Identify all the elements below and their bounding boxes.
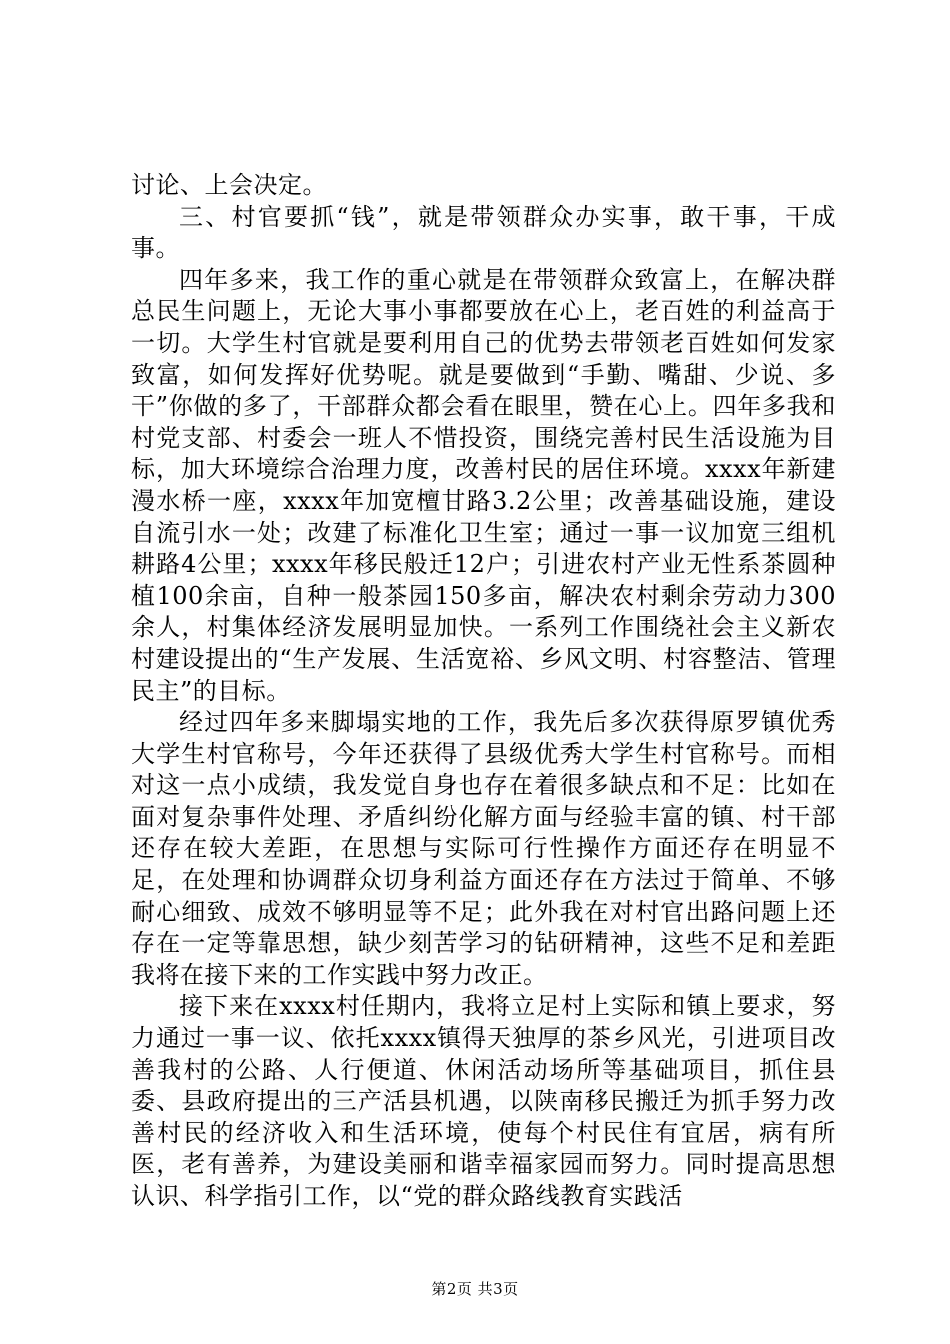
paragraph-1: 讨论、上会决定。 [131,171,327,199]
paragraph-5: 接下来在xxxx村任期内，我将立足村上实际和镇上要求，努力通过一事一议、依托xxxx镇得天独厚的茶乡风光，引进项目改善我村的公路、人行便道、休闲活动场所等基础项目，抓住县委、县政府提出的三产活县机遇，以陕南移民搬迁为抓手努力改善村民的经济收入和生活环境，使每个村民住有宜居，病有所医，老有善养，为建设美丽和谐幸福家园而努力。同时提高思想认识、科学指引工作，以“党的群众路线教育实践活 [131,992,836,1210]
document-body [131,170,836,1213]
paragraph-2: 三、村官要抓“钱”，就是带领群众办实事，敢干事，干成事。 [131,202,836,263]
paragraph-4: 经过四年多来脚塌实地的工作，我先后多次获得原罗镇优秀大学生村官称号，今年还获得了县级优秀大学生村官称号。而相对这一点小成绩，我发觉自身也存在着很多缺点和不足：比如在面对复杂事件处理、矛盾纠纷化解方面与经验丰富的镇、村干部还存在较大差距，在思想与实际可行性操作方面还存在明显不足，在处理和协调群众切身利益方面还存在方法过于简单、不够耐心细致、成效不够明显等不足；此外我在对村官出路问题上还存在一定等靠思想，缺少刻苦学习的钻研精神，这些不足和差距我将在接下来的工作实践中努力改正。 [131,708,836,989]
paragraph-3: 四年多来，我工作的重心就是在带领群众致富上，在解决群总民生问题上，无论大事小事都要放在心上，老百姓的利益高于一切。大学生村官就是要利用自己的优势去带领老百姓如何发家致富，如何发挥好优势呢。就是要做到“手勤、嘴甜、少说、多干”你做的多了，干部群众都会看在眼里，赞在心上。四年多我和村党支部、村委会一班人不惜投资，围绕完善村民生活设施为目标，加大环境综合治理力度，改善村民的居住环境。xxxx年新建漫水桥一座，xxxx年加宽檀甘路3.2公里；改善基础设施，建设自流引水一处；改建了标准化卫生室；通过一事一议加宽三组机耕路4公里；xxxx年移民般迁12户；引进农村产业无性系茶圆种植100余亩，自种一般茶园150多亩，解决农村剩余劳动力300余人，村集体经济发展明显加快。一系列工作围绕社会主义新农村建设提出的“生产发展、生活宽裕、乡风文明、村容整洁、管理民主”的目标。 [131,265,836,705]
page-footer: 第2页 共3页 [431,1280,519,1298]
